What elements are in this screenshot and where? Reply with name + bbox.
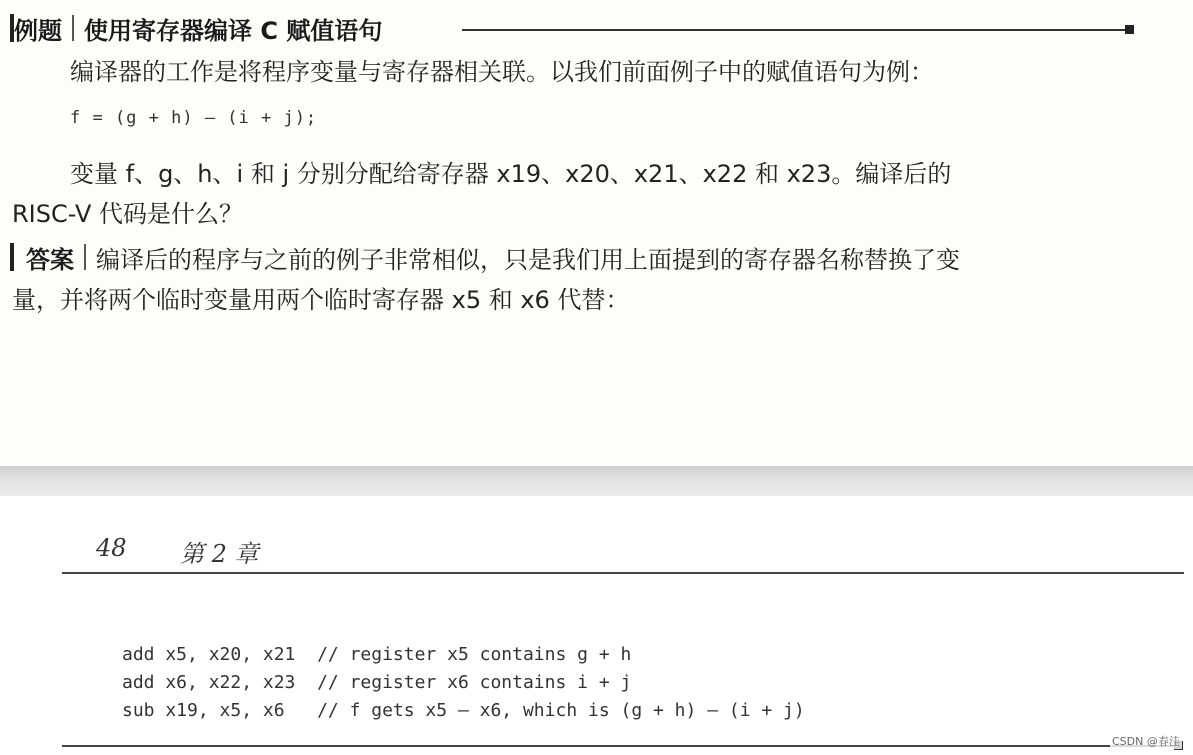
example-title: 使用寄存器编译 C 赋值语句 <box>84 16 383 45</box>
example-intro: 编译器的工作是将程序变量与寄存器相关联。以我们前面例子中的赋值语句为例： <box>70 58 934 86</box>
answer-line-2: 量，并将两个临时变量用两个临时寄存器 x5 和 x6 代替： <box>12 286 630 314</box>
heading-rule-end-square <box>1125 25 1134 34</box>
asm-line-3: sub x19, x5, x6 // f gets x5 – x6, which is (g + h) – (i + j) <box>122 700 805 721</box>
chapter-title: 第 2 章 <box>180 540 259 568</box>
c-statement: f = (g + h) – (i + j); <box>70 108 318 128</box>
page-separator <box>0 466 1193 496</box>
page-number: 48 <box>96 534 127 562</box>
heading-rule <box>462 29 1126 31</box>
watermark: CSDN @春洼 <box>1112 735 1180 748</box>
example-label: 例题 <box>14 16 62 45</box>
question-line-2: RISC-V 代码是什么？ <box>12 200 244 228</box>
question-line-1: 变量 f、g、h、i 和 j 分别分配给寄存器 x19、x20、x21、x22 和 x23。编译后的 <box>70 160 952 188</box>
example-heading <box>10 8 382 48</box>
answer-line-1: 编译后的程序与之前的例子非常相似，只是我们用上面提到的寄存器名称替换了变 <box>96 245 960 274</box>
label-divider <box>72 15 74 41</box>
asm-line-1: add x5, x20, x21 // register x5 contains g + h <box>122 644 632 665</box>
bottom-rule <box>62 745 1182 747</box>
chapter-rule <box>62 572 1184 574</box>
asm-line-2: add x6, x22, x23 // register x6 contains i + j <box>122 672 632 693</box>
answer-heading <box>10 236 960 278</box>
answer-bar <box>10 243 14 271</box>
answer-divider <box>84 244 86 270</box>
answer-label: 答案 <box>26 245 74 274</box>
